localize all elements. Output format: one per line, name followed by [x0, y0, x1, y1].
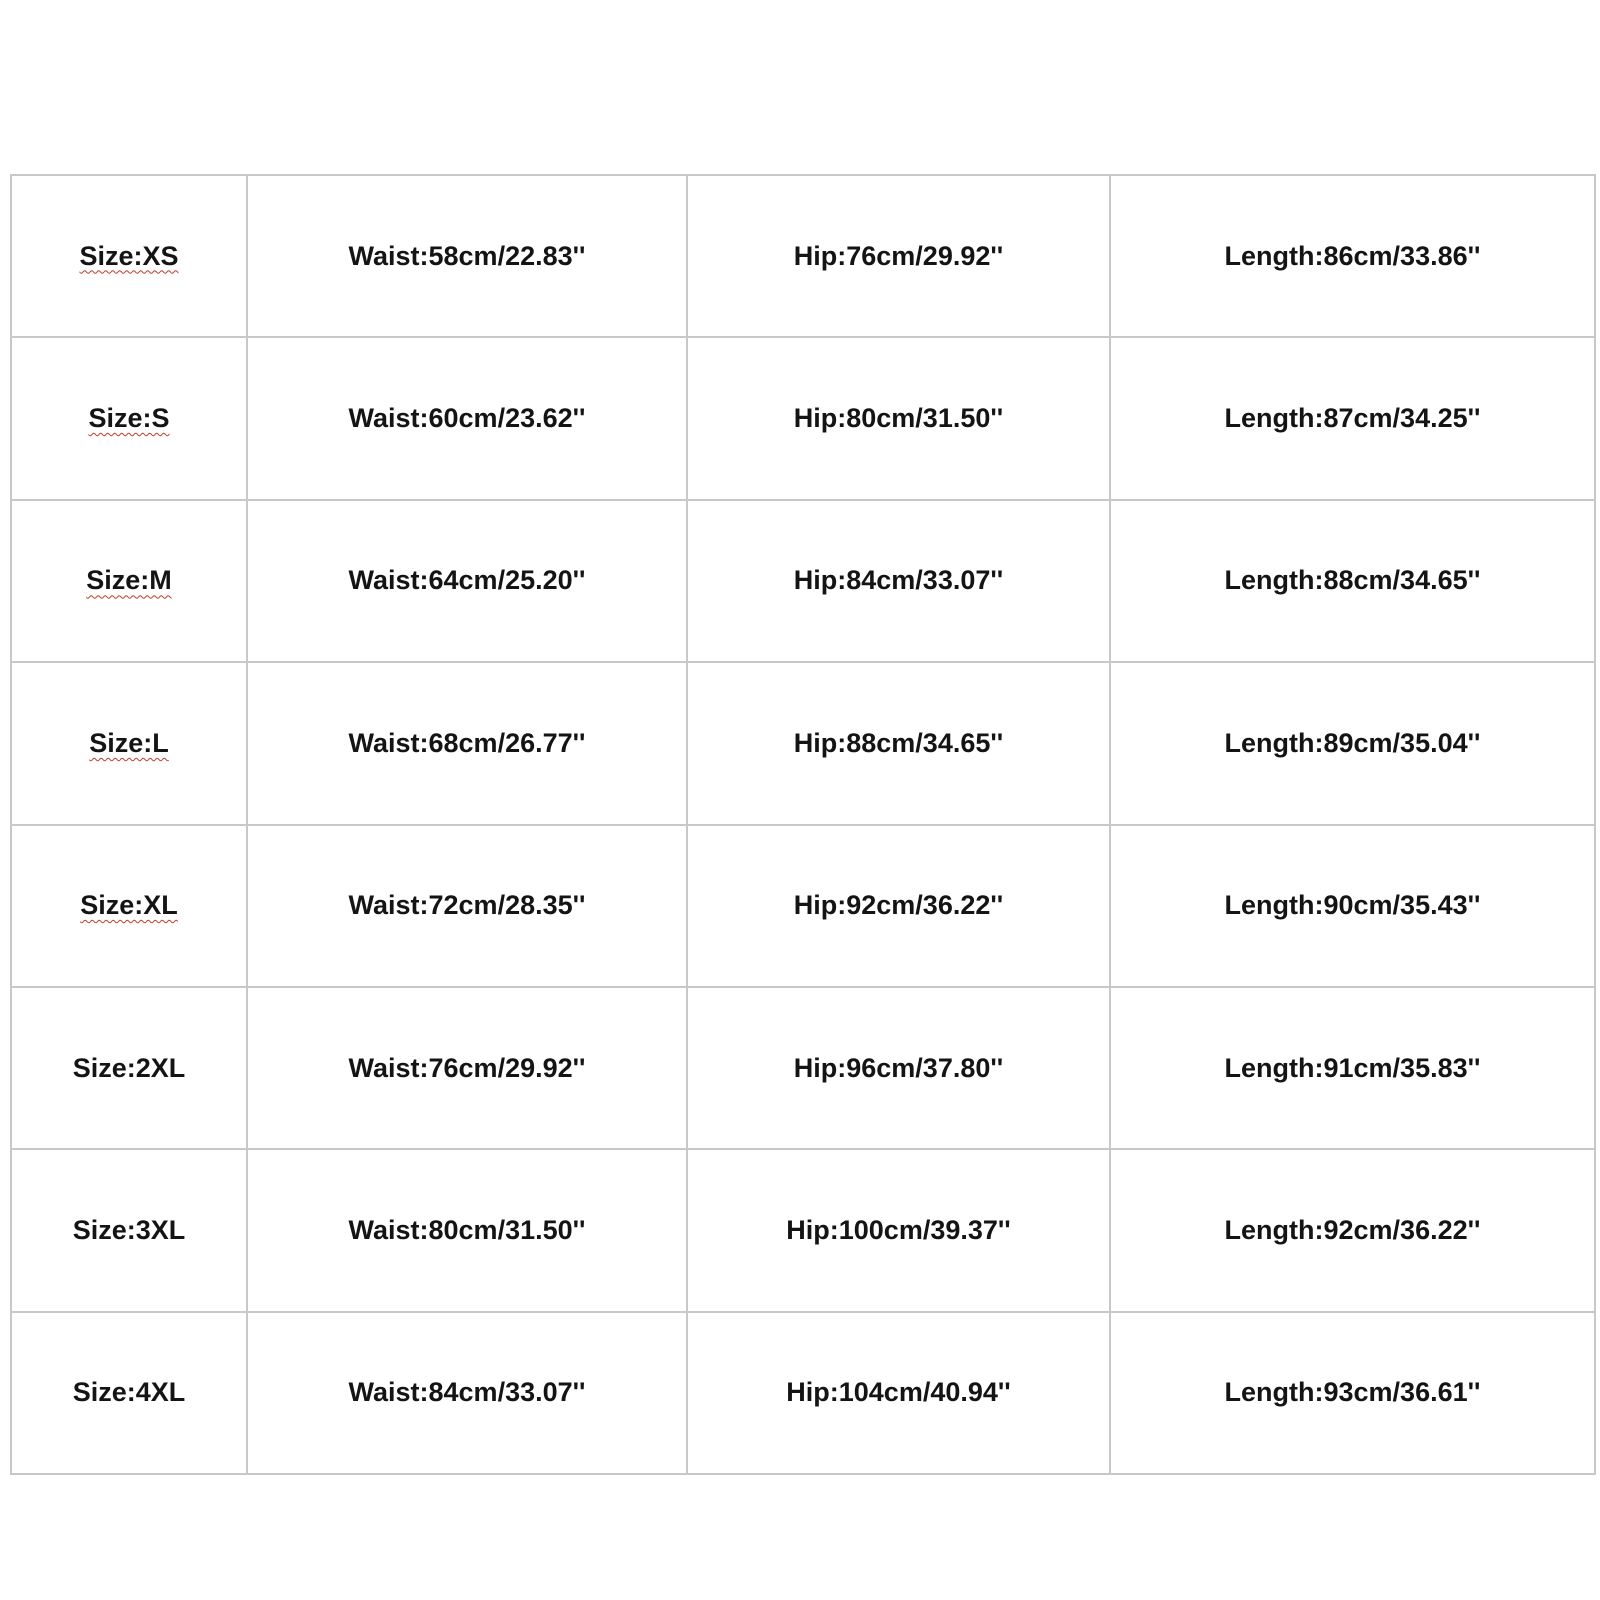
size-cell	[11, 1312, 247, 1474]
length-cell: Length:93cm/36.61''	[1110, 1312, 1595, 1474]
hip-cell: Hip:100cm/39.37''	[687, 1149, 1110, 1311]
hip-cell: Hip:88cm/34.65''	[687, 662, 1110, 824]
size-label: Size:L	[89, 727, 169, 758]
hip-cell: Hip:76cm/29.92''	[687, 175, 1110, 337]
table-row	[11, 1149, 1595, 1311]
length-cell: Length:88cm/34.65''	[1110, 500, 1595, 662]
size-cell	[11, 175, 247, 337]
table-row	[11, 500, 1595, 662]
length-cell: Length:90cm/35.43''	[1110, 825, 1595, 987]
length-cell: Length:86cm/33.86''	[1110, 175, 1595, 337]
waist-cell: Waist:58cm/22.83''	[247, 175, 687, 337]
table-row	[11, 987, 1595, 1149]
waist-cell: Waist:80cm/31.50''	[247, 1149, 687, 1311]
hip-cell: Hip:104cm/40.94''	[687, 1312, 1110, 1474]
table-row	[11, 175, 1595, 337]
hip-cell: Hip:80cm/31.50''	[687, 337, 1110, 499]
waist-cell: Waist:84cm/33.07''	[247, 1312, 687, 1474]
table-row	[11, 337, 1595, 499]
length-cell: Length:92cm/36.22''	[1110, 1149, 1595, 1311]
length-cell: Length:89cm/35.04''	[1110, 662, 1595, 824]
size-cell	[11, 1149, 247, 1311]
size-label: Size:XS	[79, 240, 179, 271]
waist-cell: Waist:64cm/25.20''	[247, 500, 687, 662]
waist-cell: Waist:72cm/28.35''	[247, 825, 687, 987]
size-label: Size:S	[88, 403, 170, 434]
size-label: Size:2XL	[72, 1052, 186, 1083]
size-label: Size:M	[86, 565, 172, 596]
size-label: Size:XL	[80, 890, 178, 921]
waist-cell: Waist:76cm/29.92''	[247, 987, 687, 1149]
size-cell	[11, 987, 247, 1149]
size-cell	[11, 500, 247, 662]
size-label: Size:4XL	[72, 1377, 186, 1408]
waist-cell: Waist:60cm/23.62''	[247, 337, 687, 499]
size-cell	[11, 825, 247, 987]
waist-cell: Waist:68cm/26.77''	[247, 662, 687, 824]
size-cell	[11, 662, 247, 824]
hip-cell: Hip:96cm/37.80''	[687, 987, 1110, 1149]
hip-cell: Hip:84cm/33.07''	[687, 500, 1110, 662]
size-label: Size:3XL	[72, 1214, 186, 1245]
table-row	[11, 825, 1595, 987]
length-cell: Length:87cm/34.25''	[1110, 337, 1595, 499]
table-row	[11, 662, 1595, 824]
size-cell	[11, 337, 247, 499]
table-row	[11, 1312, 1595, 1474]
size-chart-table	[10, 174, 1596, 1475]
hip-cell: Hip:92cm/36.22''	[687, 825, 1110, 987]
length-cell: Length:91cm/35.83''	[1110, 987, 1595, 1149]
